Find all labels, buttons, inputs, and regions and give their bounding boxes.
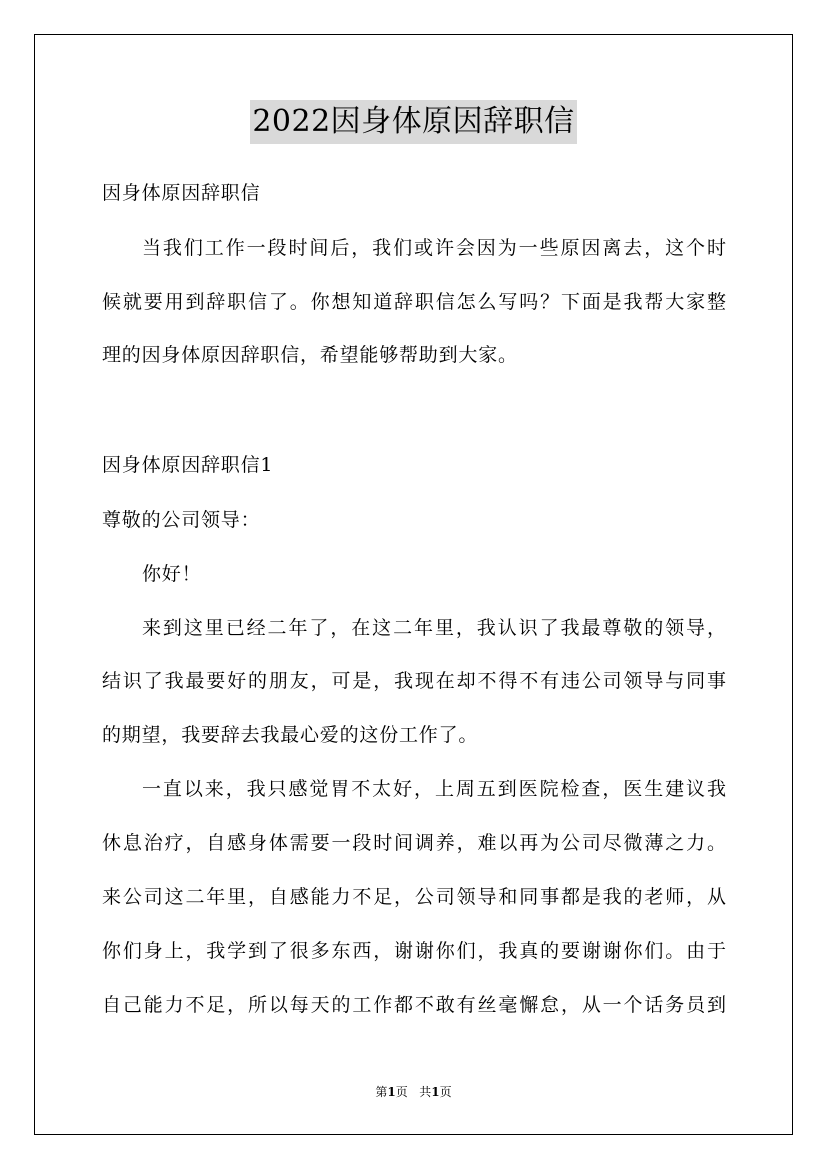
document-title-text: 2022因身体原因辞职信 (250, 100, 576, 144)
paragraph-line: 理的因身体原因辞职信，希望能够帮助到大家。 (102, 344, 518, 366)
total-label-suffix: 页 (439, 1085, 452, 1099)
section-heading: 因身体原因辞职信1 (102, 454, 274, 476)
greeting-line: 你好！ (142, 563, 202, 585)
paragraph-line: 当我们工作一段时间后，我们或许会因为一些原因离去，这个时 (142, 237, 726, 259)
paragraph-line: 结识了我最要好的朋友，可是，我现在却不得不有违公司领导与同事 (102, 670, 726, 692)
paragraph-line: 来公司这二年里，自感能力不足，公司领导和同事都是我的老师，从 (102, 886, 726, 908)
paragraph-line: 来到这里已经二年了，在这二年里，我认识了我最尊敬的领导， (142, 617, 726, 639)
paragraph-line: 的期望，我要辞去我最心爱的这份工作了。 (102, 724, 479, 746)
total-pages: 1 (431, 1085, 440, 1099)
total-label-prefix: 共 (419, 1085, 432, 1099)
salutation-line: 尊敬的公司领导： (102, 509, 261, 531)
paragraph-line: 候就要用到辞职信了。你想知道辞职信怎么写吗？下面是我帮大家整 (102, 291, 726, 313)
paragraph-line: 休息治疗，自感身体需要一段时间调养，难以再为公司尽微薄之力。 (102, 832, 726, 854)
document-title (0, 100, 827, 144)
page-label-prefix: 第 (375, 1085, 388, 1099)
page-footer (0, 1083, 827, 1101)
paragraph-line: 自己能力不足，所以每天的工作都不敢有丝毫懈怠，从一个话务员到 (102, 994, 726, 1016)
paragraph-line: 你们身上，我学到了很多东西，谢谢你们，我真的要谢谢你们。由于 (102, 940, 726, 962)
subtitle-line: 因身体原因辞职信 (102, 182, 261, 204)
paragraph-line: 一直以来，我只感觉胃不太好，上周五到医院检查，医生建议我 (142, 778, 726, 800)
page-label-suffix: 页 (395, 1085, 408, 1099)
page-number: 1 (387, 1085, 396, 1099)
